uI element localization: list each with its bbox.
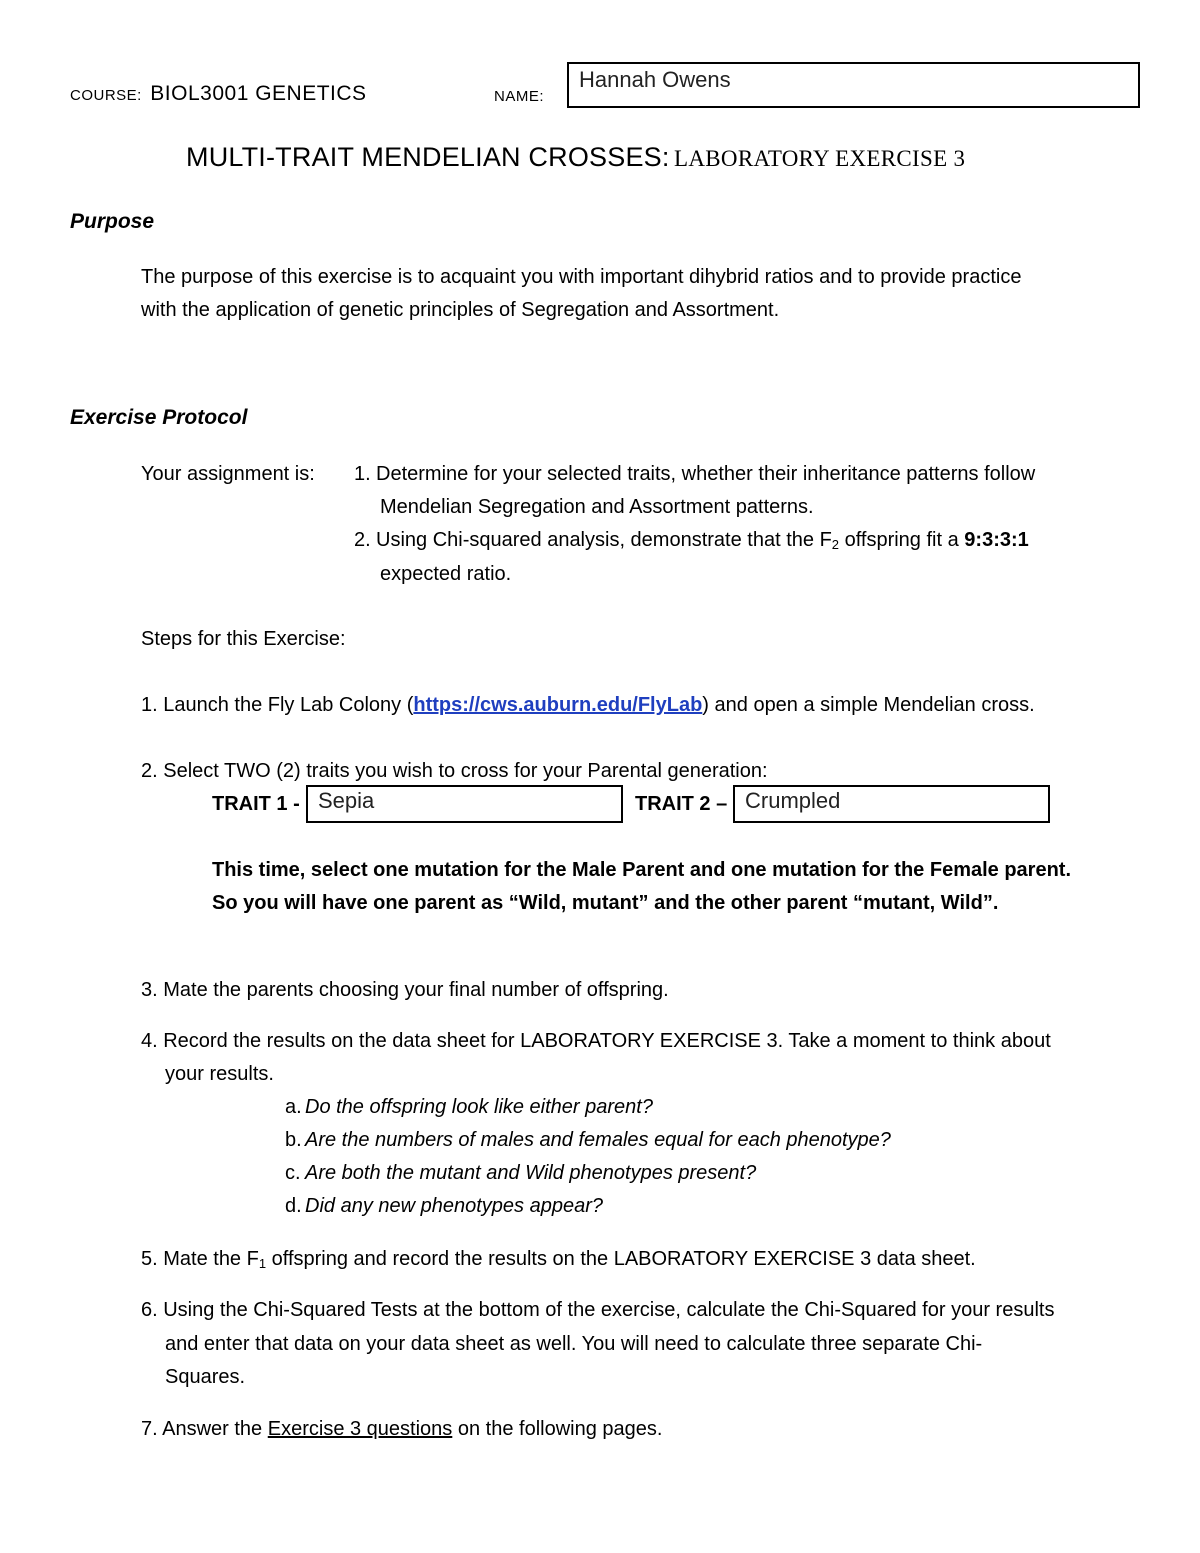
trait-2-value: Crumpled (745, 788, 841, 813)
purpose-line-2: with the application of genetic principles of Segregation and Assortment. (141, 299, 780, 321)
step-7-post: on the following pages. (452, 1418, 663, 1440)
assignment-item-1-line-1: Determine for your selected traits, whether their inheritance patterns follow (376, 463, 1036, 485)
step-4b-letter: b. (285, 1129, 302, 1151)
step-4a: Do the offspring look like either parent? (305, 1096, 653, 1118)
mutation-note-line-1: This time, select one mutation for the Male Parent and one mutation for the Female parent. (212, 859, 1072, 881)
assignment-item-2-line-1 (376, 528, 1029, 552)
assignment-label: Your assignment is: (141, 463, 315, 485)
item2-mid: offspring fit a (839, 529, 965, 551)
step-5-pre: 5. Mate the F (141, 1248, 259, 1270)
name-field[interactable] (567, 62, 1140, 108)
purpose-heading: Purpose (70, 210, 155, 233)
name-field-value: Hannah Owens (579, 67, 731, 92)
trait-1-value: Sepia (318, 788, 375, 813)
step-4b: Are the numbers of males and females equal for each phenotype? (305, 1129, 891, 1151)
step-1-post: ) and open a simple Mendelian cross. (702, 694, 1035, 716)
assignment-item-1-num: 1. (354, 463, 371, 485)
step-7-pre: 7. Answer the (141, 1418, 268, 1440)
purpose-line-1: The purpose of this exercise is to acquaint you with important dihybrid ratios and to provide practice (141, 266, 1022, 288)
title-main: MULTI-TRAIT MENDELIAN CROSSES: (186, 142, 670, 172)
trait-1-label: TRAIT 1 - (212, 793, 300, 815)
step-4d-letter: d. (285, 1195, 302, 1217)
step-5 (141, 1247, 976, 1271)
flylab-link[interactable]: https://cws.auburn.edu/FlyLab (413, 694, 703, 716)
step-1-pre: 1. Launch the Fly Lab Colony ( (141, 694, 414, 716)
step-6-line-3: Squares. (165, 1366, 246, 1388)
assignment-item-1-line-2: Mendelian Segregation and Assortment patterns. (380, 496, 814, 518)
assignment-item-2-line-2: expected ratio. (380, 563, 512, 585)
step-5-post: offspring and record the results on the LABORATORY EXERCISE 3 data sheet. (266, 1248, 976, 1270)
step-4c-letter: c. (285, 1162, 301, 1184)
step-6-line-1: 6. Using the Chi-Squared Tests at the bottom of the exercise, calculate the Chi-Squared for your results (141, 1299, 1055, 1321)
trait-2-field[interactable] (733, 785, 1050, 823)
f2-subscript: 2 (831, 537, 840, 552)
course-line (70, 82, 367, 106)
name-label: NAME: (494, 88, 545, 105)
step-6-line-2: and enter that data on your data sheet as well. You will need to calculate three separate Chi- (165, 1333, 983, 1355)
step-4-line-2: your results. (165, 1063, 274, 1085)
protocol-heading: Exercise Protocol (70, 406, 248, 429)
mutation-note-line-2: So you will have one parent as “Wild, mutant” and the other parent “mutant, Wild”. (212, 892, 999, 914)
step-4c: Are both the mutant and Wild phenotypes present? (305, 1162, 757, 1184)
exercise-3-questions-link[interactable]: Exercise 3 questions (267, 1418, 453, 1440)
item2-pre: Using Chi-squared analysis, demonstrate that the F (376, 529, 832, 551)
title-sub: LABORATORY EXERCISE 3 (674, 146, 966, 171)
course-label: COURSE: (70, 87, 142, 104)
trait-2-label: TRAIT 2 – (635, 793, 728, 815)
course-value: BIOL3001 GENETICS (150, 82, 367, 105)
step-4a-letter: a. (285, 1096, 302, 1118)
ratio: 9:3:3:1 (964, 529, 1029, 551)
trait-1-field[interactable] (306, 785, 623, 823)
page-title (186, 142, 965, 173)
f1-subscript: 1 (258, 1256, 267, 1271)
step-4d: Did any new phenotypes appear? (305, 1195, 603, 1217)
step-7 (141, 1417, 662, 1441)
step-2: 2. Select TWO (2) traits you wish to cross for your Parental generation: (141, 760, 768, 782)
step-3: 3. Mate the parents choosing your final number of offspring. (141, 979, 669, 1001)
step-4-line-1: 4. Record the results on the data sheet for LABORATORY EXERCISE 3. Take a moment to think about (141, 1030, 1051, 1052)
step-1 (141, 693, 1035, 717)
steps-label: Steps for this Exercise: (141, 628, 346, 650)
assignment-item-2-num: 2. (354, 529, 371, 551)
